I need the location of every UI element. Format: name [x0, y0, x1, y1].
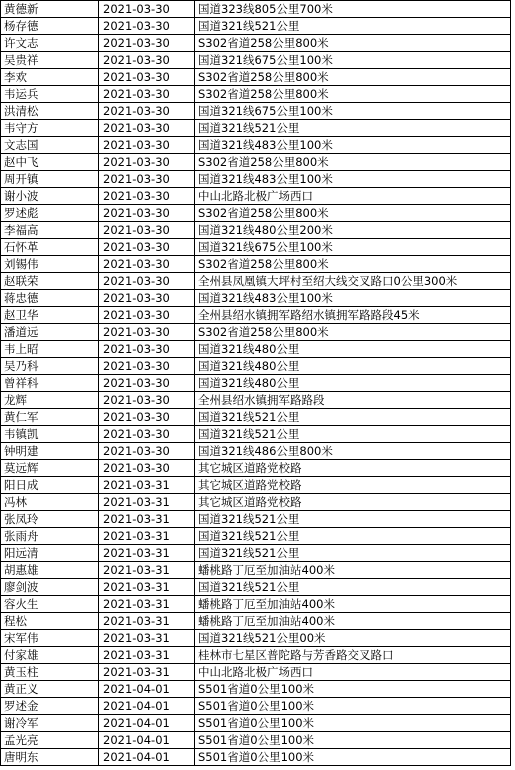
- place-cell[interactable]: 全州县绍水镇拥军路绍水镇拥军路路段45米: [195, 307, 511, 324]
- name-cell[interactable]: 冯林: [1, 494, 99, 511]
- table-row: [1, 528, 511, 545]
- name-cell[interactable]: 石怀革: [1, 239, 99, 256]
- table-row: [1, 443, 511, 460]
- table-row: [1, 477, 511, 494]
- place-cell[interactable]: 蟠桃路丁厄至加油站400米: [195, 562, 511, 579]
- date-cell[interactable]: 2021-04-01: [99, 681, 195, 698]
- name-cell[interactable]: 许文志: [1, 35, 99, 52]
- name-cell[interactable]: 蒋忠德: [1, 290, 99, 307]
- table-row: [1, 579, 511, 596]
- name-cell[interactable]: 吴乃科: [1, 358, 99, 375]
- date-cell[interactable]: 2021-03-30: [99, 188, 195, 205]
- date-cell[interactable]: 2021-03-30: [99, 222, 195, 239]
- name-cell[interactable]: 黄正义: [1, 681, 99, 698]
- date-cell[interactable]: 2021-03-31: [99, 477, 195, 494]
- date-cell[interactable]: 2021-03-30: [99, 460, 195, 477]
- table-row: [1, 613, 511, 630]
- date-cell[interactable]: 2021-03-30: [99, 18, 195, 35]
- table-row: [1, 460, 511, 477]
- date-cell[interactable]: 2021-03-31: [99, 545, 195, 562]
- place-cell[interactable]: S501省道0公里100米: [195, 749, 511, 766]
- date-cell[interactable]: 2021-03-30: [99, 375, 195, 392]
- place-cell[interactable]: S302省道258公里800米: [195, 205, 511, 222]
- name-cell[interactable]: 潘道远: [1, 324, 99, 341]
- date-cell[interactable]: 2021-03-30: [99, 205, 195, 222]
- place-cell[interactable]: 中山北路北极广场西口: [195, 664, 511, 681]
- place-cell[interactable]: 国道321线480公里: [195, 358, 511, 375]
- name-cell[interactable]: 黄仁军: [1, 409, 99, 426]
- name-cell[interactable]: 莫远辉: [1, 460, 99, 477]
- place-cell[interactable]: S302省道258公里800米: [195, 69, 511, 86]
- place-cell[interactable]: S302省道258公里800米: [195, 324, 511, 341]
- name-cell[interactable]: 吴贵祥: [1, 52, 99, 69]
- date-cell[interactable]: 2021-03-30: [99, 273, 195, 290]
- place-cell[interactable]: 国道321线521公里: [195, 120, 511, 137]
- date-cell[interactable]: 2021-03-31: [99, 613, 195, 630]
- date-cell[interactable]: 2021-03-30: [99, 341, 195, 358]
- date-cell[interactable]: 2021-03-30: [99, 443, 195, 460]
- table-row: [1, 154, 511, 171]
- table-row: [1, 35, 511, 52]
- date-cell[interactable]: 2021-03-30: [99, 358, 195, 375]
- place-cell[interactable]: S501省道0公里100米: [195, 698, 511, 715]
- date-cell[interactable]: 2021-03-30: [99, 35, 195, 52]
- place-cell[interactable]: 国道321线521公里: [195, 409, 511, 426]
- table-row: [1, 324, 511, 341]
- table-row: [1, 256, 511, 273]
- place-cell[interactable]: 全州县凤凰镇大坪村至绍大线交叉路口0公里300米: [195, 273, 511, 290]
- place-cell[interactable]: 蟠桃路丁厄至加油站400米: [195, 596, 511, 613]
- date-cell[interactable]: 2021-03-30: [99, 409, 195, 426]
- name-cell[interactable]: 韦守方: [1, 120, 99, 137]
- name-cell[interactable]: 黄德新: [1, 1, 99, 18]
- place-cell[interactable]: 桂林市七星区普陀路与芳香路交叉路口: [195, 647, 511, 664]
- name-cell[interactable]: 容火生: [1, 596, 99, 613]
- name-cell[interactable]: 龙辉: [1, 392, 99, 409]
- place-cell[interactable]: 国道323线805公里700米: [195, 1, 511, 18]
- place-cell[interactable]: 国道321线480公里: [195, 341, 511, 358]
- date-cell[interactable]: 2021-03-31: [99, 647, 195, 664]
- place-cell[interactable]: S302省道258公里800米: [195, 256, 511, 273]
- table-row: [1, 52, 511, 69]
- place-cell[interactable]: 国道321线521公里: [195, 511, 511, 528]
- place-cell[interactable]: S501省道0公里100米: [195, 681, 511, 698]
- name-cell[interactable]: 文志国: [1, 137, 99, 154]
- name-cell[interactable]: 唐明东: [1, 749, 99, 766]
- date-cell[interactable]: 2021-04-01: [99, 715, 195, 732]
- place-cell[interactable]: 国道321线521公里00米: [195, 630, 511, 647]
- name-cell[interactable]: 赵卫华: [1, 307, 99, 324]
- table-row: [1, 511, 511, 528]
- name-cell[interactable]: 周开镇: [1, 171, 99, 188]
- table-row: [1, 715, 511, 732]
- table-row: [1, 18, 511, 35]
- place-cell[interactable]: 其它城区道路党校路: [195, 477, 511, 494]
- name-cell[interactable]: 李福高: [1, 222, 99, 239]
- table-row: [1, 749, 511, 766]
- table-row: [1, 426, 511, 443]
- place-cell[interactable]: 国道321线483公里100米: [195, 290, 511, 307]
- name-cell[interactable]: 付家雄: [1, 647, 99, 664]
- date-cell[interactable]: 2021-03-30: [99, 256, 195, 273]
- date-cell[interactable]: 2021-03-30: [99, 120, 195, 137]
- date-cell[interactable]: 2021-03-30: [99, 52, 195, 69]
- table-row: [1, 120, 511, 137]
- name-cell[interactable]: 张雨舟: [1, 528, 99, 545]
- name-cell[interactable]: 程松: [1, 613, 99, 630]
- place-cell[interactable]: S501省道0公里100米: [195, 732, 511, 749]
- name-cell[interactable]: 韦上昭: [1, 341, 99, 358]
- date-cell[interactable]: 2021-03-31: [99, 664, 195, 681]
- name-cell[interactable]: 阳远清: [1, 545, 99, 562]
- table-row: [1, 409, 511, 426]
- date-cell[interactable]: 2021-03-30: [99, 137, 195, 154]
- date-cell[interactable]: 2021-03-31: [99, 528, 195, 545]
- table-row: [1, 222, 511, 239]
- place-cell[interactable]: 蟠桃路丁厄至加油站400米: [195, 613, 511, 630]
- place-cell[interactable]: 国道321线675公里100米: [195, 239, 511, 256]
- place-cell[interactable]: 国道321线483公里100米: [195, 171, 511, 188]
- date-cell[interactable]: 2021-03-30: [99, 86, 195, 103]
- table-row: [1, 630, 511, 647]
- table-row: [1, 562, 511, 579]
- table-row: [1, 494, 511, 511]
- date-cell[interactable]: 2021-03-31: [99, 562, 195, 579]
- place-cell[interactable]: 国道321线486公里800米: [195, 443, 511, 460]
- table-row: [1, 681, 511, 698]
- date-cell[interactable]: 2021-03-30: [99, 103, 195, 120]
- place-cell[interactable]: 国道321线521公里: [195, 18, 511, 35]
- table-row: [1, 273, 511, 290]
- name-cell[interactable]: 曾祥科: [1, 375, 99, 392]
- name-cell[interactable]: 韦镇凯: [1, 426, 99, 443]
- records-table-body: [1, 1, 511, 766]
- date-cell[interactable]: 2021-03-30: [99, 307, 195, 324]
- date-cell[interactable]: 2021-03-30: [99, 154, 195, 171]
- place-cell[interactable]: S302省道258公里800米: [195, 86, 511, 103]
- table-row: [1, 171, 511, 188]
- date-cell[interactable]: 2021-04-01: [99, 698, 195, 715]
- table-row: [1, 1, 511, 18]
- date-cell[interactable]: 2021-03-30: [99, 171, 195, 188]
- date-cell[interactable]: 2021-03-30: [99, 239, 195, 256]
- name-cell[interactable]: 刘锡伟: [1, 256, 99, 273]
- table-row: [1, 341, 511, 358]
- table-row: [1, 392, 511, 409]
- name-cell[interactable]: 阳日成: [1, 477, 99, 494]
- name-cell[interactable]: 钟明建: [1, 443, 99, 460]
- table-row: [1, 69, 511, 86]
- name-cell[interactable]: 赵联荣: [1, 273, 99, 290]
- place-cell[interactable]: 中山北路北极广场西口: [195, 188, 511, 205]
- place-cell[interactable]: 国道321线521公里: [195, 528, 511, 545]
- name-cell[interactable]: 赵中飞: [1, 154, 99, 171]
- name-cell[interactable]: 杨存德: [1, 18, 99, 35]
- date-cell[interactable]: 2021-04-01: [99, 732, 195, 749]
- table-row: [1, 545, 511, 562]
- date-cell[interactable]: 2021-03-30: [99, 290, 195, 307]
- table-row: [1, 103, 511, 120]
- table-row: [1, 375, 511, 392]
- place-cell[interactable]: 国道321线480公里200米: [195, 222, 511, 239]
- date-cell[interactable]: 2021-03-30: [99, 324, 195, 341]
- place-cell[interactable]: 其它城区道路党校路: [195, 460, 511, 477]
- place-cell[interactable]: 国道321线675公里100米: [195, 103, 511, 120]
- table-row: [1, 664, 511, 681]
- place-cell[interactable]: 国道321线675公里100米: [195, 52, 511, 69]
- name-cell[interactable]: 罗述彪: [1, 205, 99, 222]
- table-row: [1, 358, 511, 375]
- name-cell[interactable]: 孟光亮: [1, 732, 99, 749]
- place-cell[interactable]: 其它城区道路党校路: [195, 494, 511, 511]
- table-row: [1, 205, 511, 222]
- place-cell[interactable]: 国道321线480公里: [195, 375, 511, 392]
- place-cell[interactable]: 国道321线521公里: [195, 579, 511, 596]
- table-row: [1, 647, 511, 664]
- date-cell[interactable]: 2021-03-30: [99, 426, 195, 443]
- name-cell[interactable]: 谢冷军: [1, 715, 99, 732]
- place-cell[interactable]: S501省道0公里100米: [195, 715, 511, 732]
- place-cell[interactable]: 国道321线521公里: [195, 426, 511, 443]
- name-cell[interactable]: 李欢: [1, 69, 99, 86]
- table-row: [1, 239, 511, 256]
- name-cell[interactable]: 洪清松: [1, 103, 99, 120]
- name-cell[interactable]: 胡惠雄: [1, 562, 99, 579]
- name-cell[interactable]: 张凤玲: [1, 511, 99, 528]
- table-row: [1, 698, 511, 715]
- date-cell[interactable]: 2021-04-01: [99, 749, 195, 766]
- name-cell[interactable]: 黄玉柱: [1, 664, 99, 681]
- name-cell[interactable]: 宋军伟: [1, 630, 99, 647]
- table-row: [1, 307, 511, 324]
- date-cell[interactable]: 2021-03-30: [99, 69, 195, 86]
- name-cell[interactable]: 罗述金: [1, 698, 99, 715]
- place-cell[interactable]: 全州县绍水镇拥军路路段: [195, 392, 511, 409]
- date-cell[interactable]: 2021-03-31: [99, 630, 195, 647]
- table-row: [1, 86, 511, 103]
- table-row: [1, 732, 511, 749]
- name-cell[interactable]: 廖剑波: [1, 579, 99, 596]
- place-cell[interactable]: 国道321线483公里100米: [195, 137, 511, 154]
- place-cell[interactable]: 国道321线521公里: [195, 545, 511, 562]
- date-cell[interactable]: 2021-03-31: [99, 511, 195, 528]
- place-cell[interactable]: S302省道258公里800米: [195, 154, 511, 171]
- date-cell[interactable]: 2021-03-30: [99, 1, 195, 18]
- name-cell[interactable]: 谢小波: [1, 188, 99, 205]
- date-cell[interactable]: 2021-03-31: [99, 494, 195, 511]
- table-row: [1, 290, 511, 307]
- table-row: [1, 137, 511, 154]
- place-cell[interactable]: S302省道258公里800米: [195, 35, 511, 52]
- date-cell[interactable]: 2021-03-31: [99, 579, 195, 596]
- date-cell[interactable]: 2021-03-31: [99, 596, 195, 613]
- table-row: [1, 596, 511, 613]
- name-cell[interactable]: 韦运兵: [1, 86, 99, 103]
- date-cell[interactable]: 2021-03-30: [99, 392, 195, 409]
- table-row: [1, 188, 511, 205]
